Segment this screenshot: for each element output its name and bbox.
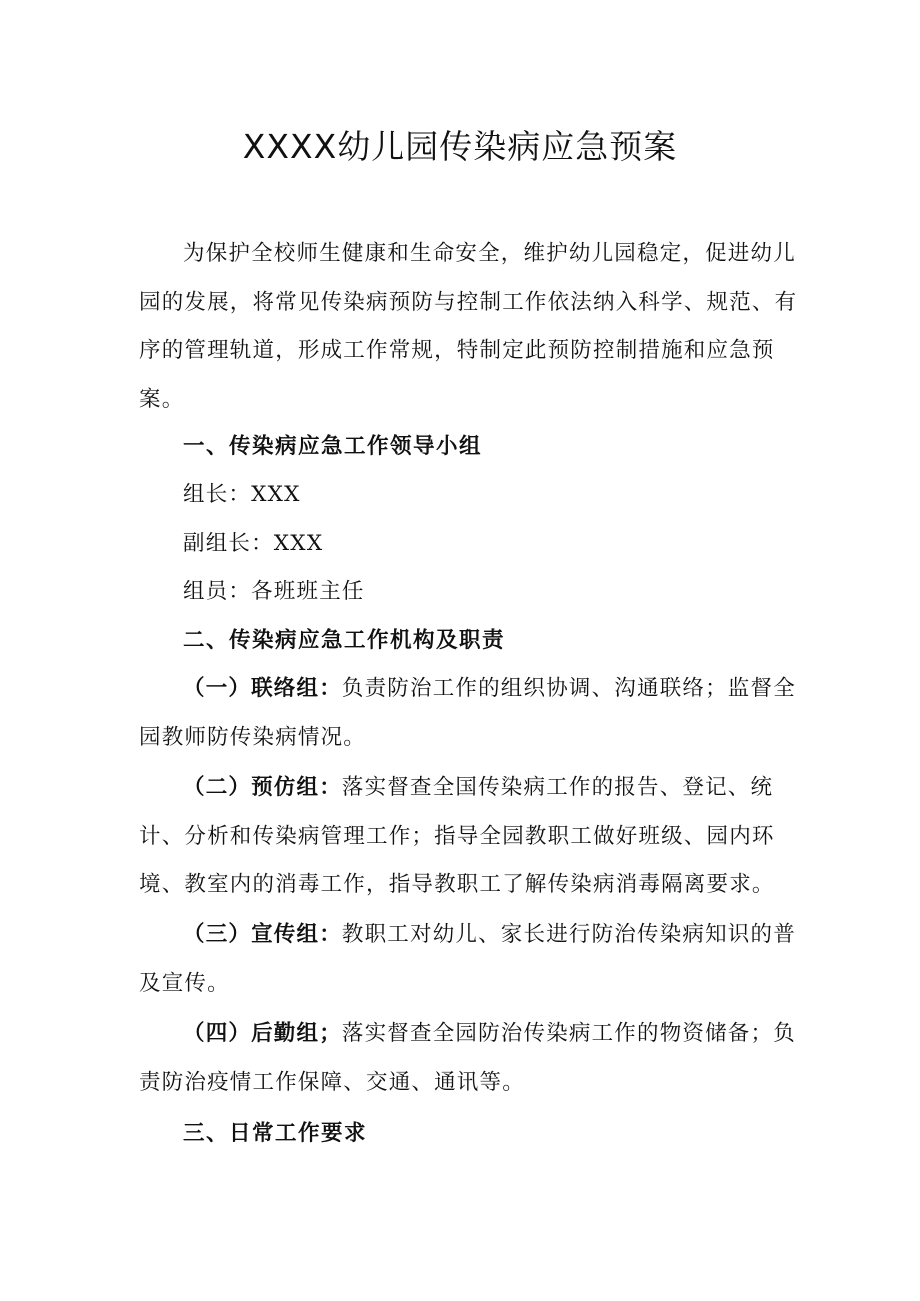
group-paragraph-prevention — [139, 764, 799, 910]
members-line: 组员：各班班主任 — [183, 579, 365, 604]
group-label-logistics: （四）后勤组； — [183, 1021, 342, 1046]
section-3-heading: 三、日常工作要求 — [183, 1121, 368, 1146]
group-text-logistics: 落实督查全园防治传染病工作的物资储备；负责防治疫情工作保障、交通、通讯等。 — [139, 1021, 796, 1095]
group-label-prevention: （二）预仿组： — [183, 775, 342, 800]
group-text-publicity: 教职工对幼儿、家长进行防治传染病知识的普及宣传。 — [139, 922, 796, 996]
group-text-prevention: 落实督查全国传染病工作的报告、登记、统计、分析和传染病管理工作；指导全园教职工做好班级、园内环境、教室内的消毒工作，指导教职工了解传染病消毒隔离要求。 — [139, 775, 775, 897]
document-title: XXXX幼儿园传染病应急预案 — [242, 127, 678, 166]
intro-paragraph: 为保护全校师生健康和生命安全，维护幼儿园稳定，促进幼儿园的发展，将常见传染病预防与控制工作依法纳入科学、规范、有序的管理轨道，形成工作常规，特制定此预防控制措施和应急预案。 — [139, 241, 798, 412]
group-label-liaison: （一）联络组： — [183, 676, 342, 701]
group-paragraph-logistics — [139, 1010, 799, 1107]
group-label-publicity: （三）宣传组： — [183, 922, 342, 947]
leader-line: 组长：XXX — [183, 482, 301, 507]
section-1-heading: 一、传染病应急工作领导小组 — [183, 434, 483, 459]
group-paragraph-publicity — [139, 911, 799, 1008]
group-paragraph-liaison — [139, 665, 799, 762]
section-2-heading: 二、传染病应急工作机构及职责 — [183, 628, 506, 653]
group-text-liaison: 负责防治工作的组织协调、沟通联络；监督全园教师防传染病情况。 — [139, 676, 796, 750]
vice-leader-line: 副组长：XXX — [183, 531, 324, 556]
